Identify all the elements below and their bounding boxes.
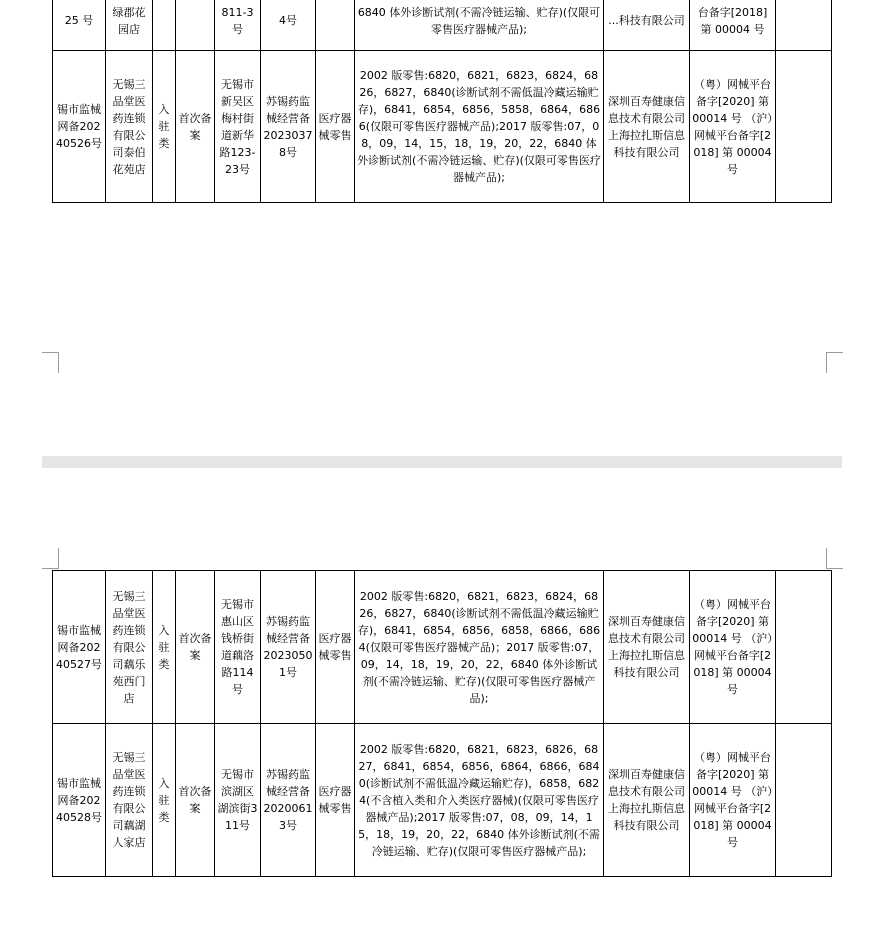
page-corner-mark-bl — [42, 352, 59, 373]
cell-scope: 2002 版零售:6820，6821，6823，6826，6827，6841，6854，6856，6864，6866，6840(诊断试剂不需低温冷藏运输贮存)，6858，6824(不含植入类和介入类医疗器械)(仅限可零售医疗器械产品);2017 版零售:07，08，09，14，15，18，19，20，22，6840 体外诊断试剂(不需冷链运输、贮存)(仅限可零售医疗器械产品); — [355, 724, 604, 877]
cell-record-no: 锡市监械网备20240528号 — [53, 724, 106, 877]
cert-no: 第 00004 号 — [700, 22, 765, 36]
cell-remark — [776, 724, 832, 877]
cell-platform: 深圳百寿健康信息技术有限公司 上海拉扎斯信息科技有限公司 — [604, 724, 690, 877]
page-corner-mark-br — [826, 352, 843, 373]
cell-category — [153, 0, 176, 51]
cell-filing-type — [176, 0, 215, 51]
cell-business — [316, 0, 355, 51]
cell-business: 医疗器械零售 — [316, 571, 355, 724]
cell-store: 无锡三品堂医药连锁有限公司泰伯花苑店 — [106, 51, 153, 203]
cell-license: 苏锡药监械经营备20200613号 — [261, 724, 316, 877]
cell-scope: 2002 版零售:6820，6821，6823，6824，6826，6827，6840(诊断试剂不需低温冷藏运输贮存)，6841，6854，6856，6858，6866，6864(仅限可零售医疗器械产品)；2017 版零售:07，09，14，18，19，20，22，6840 体外诊断试剂(不需冷链运输、贮存)(仅限可零售医疗器械产品); — [355, 571, 604, 724]
cell-platform: 深圳百寿健康信息技术有限公司 上海拉扎斯信息科技有限公司 — [604, 571, 690, 724]
cell-address: 811-3号 — [215, 0, 261, 51]
cert-prefix: 台备字[2018] — [697, 5, 768, 19]
cell-category: 入驻类 — [153, 571, 176, 724]
cell-scope: 6840 体外诊断试剂(不需冷链运输、贮存)(仅限可零售医疗器械产品); — [355, 0, 604, 51]
cell-filing-type: 首次备案 — [176, 571, 215, 724]
cell-store: 无锡三品堂医药连锁有限公司藕乐苑西门店 — [106, 571, 153, 724]
cell-category: 入驻类 — [153, 51, 176, 203]
table-row-partial — [53, 0, 832, 51]
cell-platform: 深圳百寿健康信息技术有限公司 上海拉扎斯信息科技有限公司 — [604, 51, 690, 203]
cell-license: 4号 — [261, 0, 316, 51]
cell-license: 苏锡药监械经营备20230378号 — [261, 51, 316, 203]
cell-remark — [776, 0, 832, 51]
cell-platform-cert: （粤）网械平台备字[2020] 第 00014 号 （沪）网械平台备字[2018] 第 00004 号 — [690, 51, 776, 203]
cell-scope: 2002 版零售:6820，6821，6823，6824，6826，6827，6840(诊断试剂不需低温冷藏运输贮存)，6841，6854，6856，5858，6864，6866(仅限可零售医疗器械产品);2017 版零售:07，08，09，14，15，18，19，20，22，6840 体外诊断试剂(不需冷链运输、贮存)(仅限可零售医疗器械产品); — [355, 51, 604, 203]
cell-address: 无锡市惠山区钱桥街道藕洛路114号 — [215, 571, 261, 724]
cell-business: 医疗器械零售 — [316, 51, 355, 203]
cell-platform-cert — [690, 0, 776, 51]
cell-record-no: 锡市监械网备20240526号 — [53, 51, 106, 203]
cell-license: 苏锡药监械经营备20230501号 — [261, 571, 316, 724]
cell-address: 无锡市新吴区梅村街道新华路123-23号 — [215, 51, 261, 203]
cell-address: 无锡市滨湖区湖滨街311号 — [215, 724, 261, 877]
page-corner-mark-tr — [826, 548, 843, 569]
cell-filing-type: 首次备案 — [176, 724, 215, 877]
cell-remark — [776, 51, 832, 203]
cell-store: 绿郡花园店 — [106, 0, 153, 51]
table-row — [53, 724, 832, 877]
table-row — [53, 51, 832, 203]
cell-remark — [776, 571, 832, 724]
cell-store: 无锡三品堂医药连锁有限公司藕湖人家店 — [106, 724, 153, 877]
table-row — [53, 571, 832, 724]
cell-business: 医疗器械零售 — [316, 724, 355, 877]
cell-filing-type: 首次备案 — [176, 51, 215, 203]
cell-platform-cert: （粤）网械平台备字[2020] 第 00014 号 （沪）网械平台备字[2018] 第 00004 号 — [690, 571, 776, 724]
cell-platform-cert: （粤）网械平台备字[2020] 第 00014 号 （沪）网械平台备字[2018] 第 00004 号 — [690, 724, 776, 877]
cell-platform: ...科技有限公司 — [604, 0, 690, 51]
filing-table-bottom — [52, 570, 832, 877]
cell-record-no: 锡市监械网备20240527号 — [53, 571, 106, 724]
filing-table-top — [52, 0, 832, 203]
cell-category: 入驻类 — [153, 724, 176, 877]
cell-record-no: 25 号 — [53, 0, 106, 51]
page-break-gap — [42, 456, 842, 468]
page-corner-mark-tl — [42, 548, 59, 569]
